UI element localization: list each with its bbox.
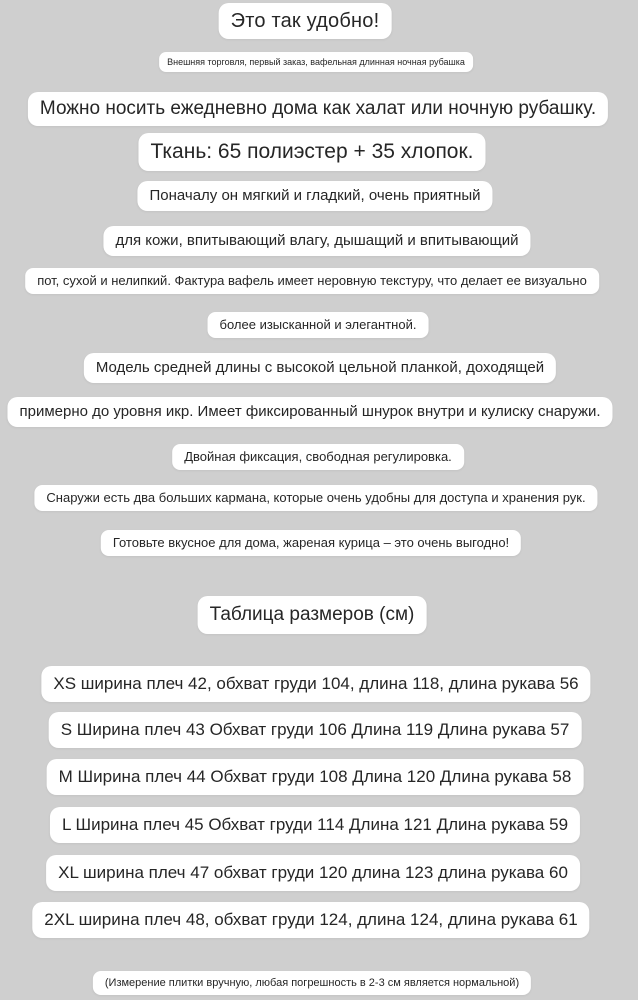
size-row-2xl: 2XL ширина плеч 48, обхват груди 124, длина 124, длина рукава 61	[32, 902, 589, 938]
description-line: пот, сухой и нелипкий. Фактура вафель имеет неровную текстуру, что делает ее визуально	[25, 268, 599, 294]
subtitle: Внешняя торговля, первый заказ, вафельная длинная ночная рубашка	[159, 52, 473, 72]
size-row-xs: XS ширина плеч 42, обхват груди 104, длина 118, длина рукава 56	[41, 666, 590, 702]
size-row-xl: XL ширина плеч 47 обхват груди 120 длина 123 длина рукава 60	[46, 855, 580, 891]
description-line: Снаружи есть два больших кармана, которые очень удобны для доступа и хранения рук.	[34, 485, 597, 511]
description-line: Готовьте вкусное для дома, жареная курица – это очень выгодно!	[101, 530, 521, 556]
size-table-heading: Таблица размеров (см)	[198, 596, 427, 634]
description-line: Модель средней длины с высокой цельной планкой, доходящей	[84, 353, 556, 383]
description-line: примерно до уровня икр. Имеет фиксированный шнурок внутри и кулиску снаружи.	[7, 397, 612, 427]
size-row-m: M Ширина плеч 44 Обхват груди 108 Длина 120 Длина рукава 58	[47, 759, 584, 795]
description-line: Поначалу он мягкий и гладкий, очень приятный	[137, 181, 492, 211]
fabric-line: Ткань: 65 полиэстер + 35 хлопок.	[138, 133, 485, 171]
size-row-s: S Ширина плеч 43 Обхват груди 106 Длина 119 Длина рукава 57	[49, 712, 582, 748]
size-row-l: L Ширина плеч 45 Обхват груди 114 Длина 121 Длина рукава 59	[50, 807, 580, 843]
description-line: более изысканной и элегантной.	[208, 312, 429, 338]
description-line: для кожи, впитывающий влагу, дышащий и впитывающий	[103, 226, 530, 256]
wear-line: Можно носить ежедневно дома как халат или ночную рубашку.	[28, 92, 608, 126]
page-title: Это так удобно!	[219, 3, 392, 39]
measurement-note: (Измерение плитки вручную, любая погрешность в 2-3 см является нормальной)	[93, 971, 531, 995]
description-line: Двойная фиксация, свободная регулировка.	[172, 444, 464, 470]
